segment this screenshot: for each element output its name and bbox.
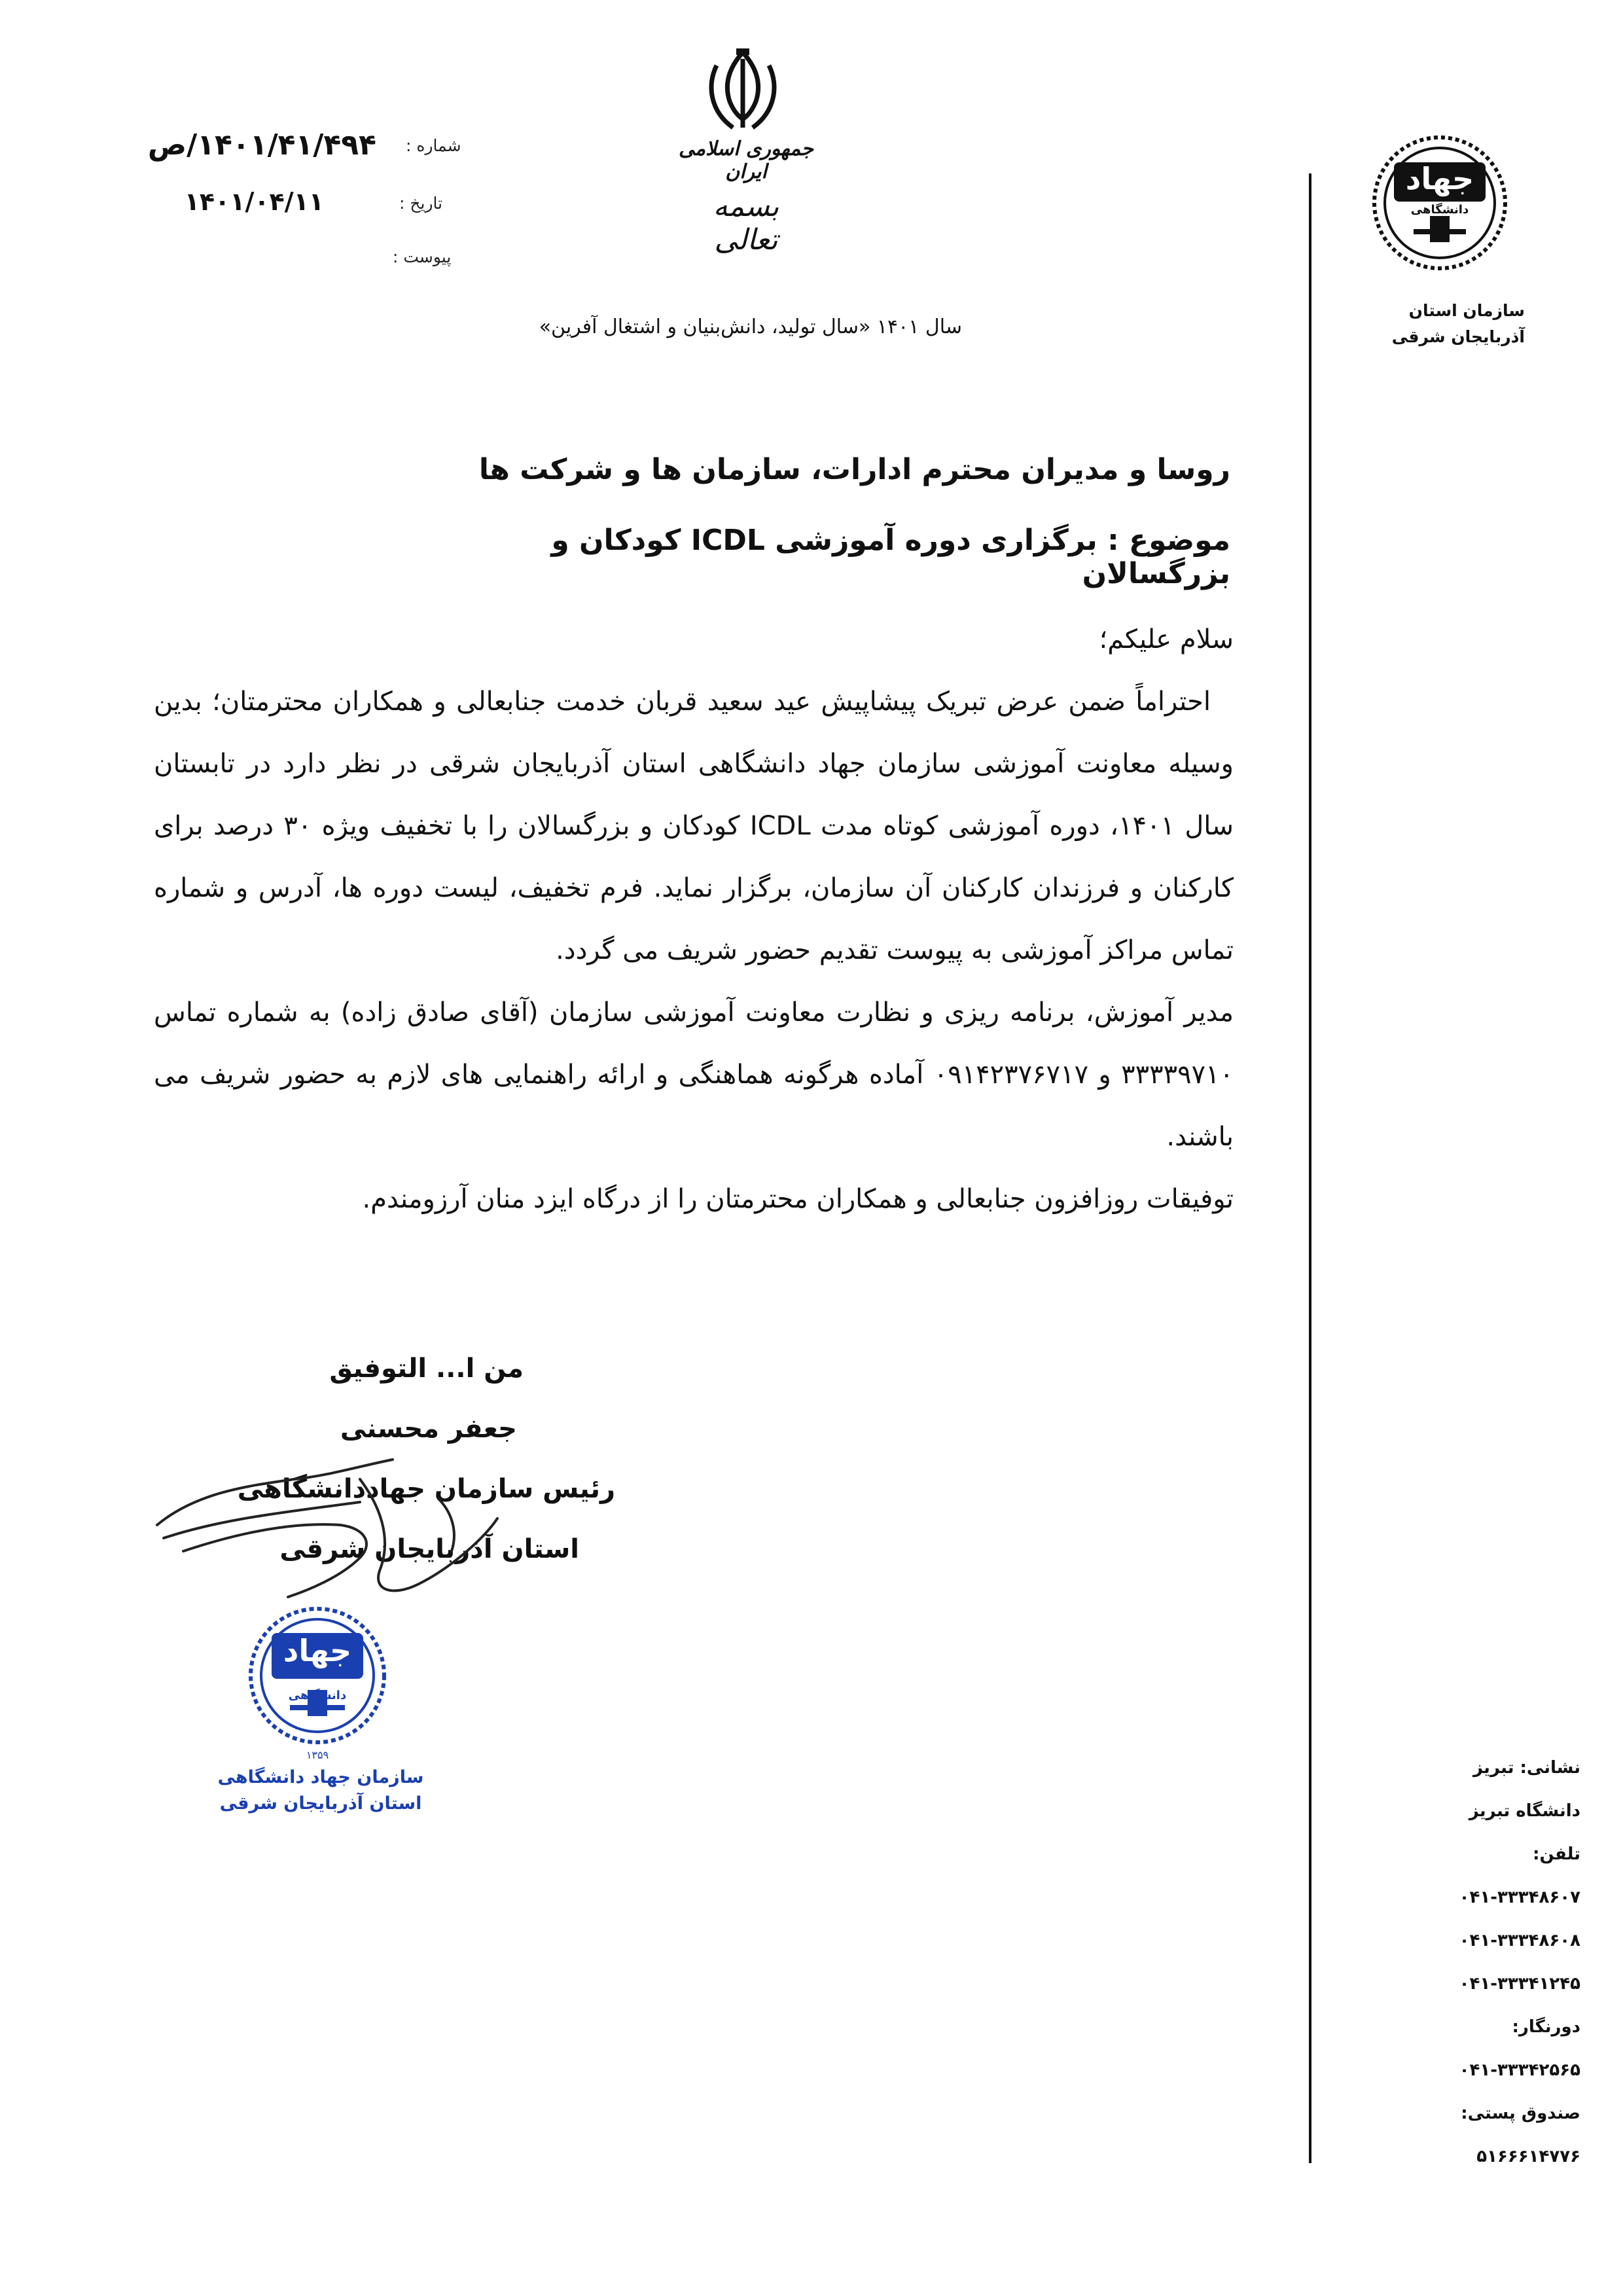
emblem-caption: جمهوری اسلامی ایران [678,137,814,183]
handwritten-signature [144,1440,550,1610]
address-line-2: دانشگاه تبریز [1469,1801,1580,1821]
pobox-number: ۵۱۶۶۶۱۴۷۷۶ [1476,2147,1580,2166]
iran-emblem-icon [697,46,789,137]
sidebar-org-line1: سازمان استان [1408,301,1525,320]
stamp-line-2: استان آذربایجان شرقی [219,1793,422,1814]
paragraph-2: مدیر آموزش، برنامه ریزی و نظارت معاونت آموزشی سازمان (آقای صادق زاده) به شماره تماس ۳۳۳۳۹۷۱۰ و ۰۹۱۴۲۳۷۶۷۱۷ آماده هرگونه هماهنگی و ارائه راهنمایی های لازم به حضور شریف می باشند. [154,997,1234,1152]
letter-body [154,609,1234,1230]
stamp-logo-text: جهاد [283,1633,352,1668]
jahad-logo-subtext: دانشگاهی [1410,203,1469,217]
signatory-title-2: استان آذربایجان شرقی [279,1534,579,1564]
stamp-year: ۱۳۵۹ [306,1749,329,1761]
fax-label: دورنگار: [1512,2017,1580,2037]
stamp-logo-subtext: دانشگاهی [288,1689,347,1702]
sidebar-org-line2: آذربایجان شرقی [1391,327,1525,346]
sidebar-org [1361,298,1525,350]
stamp-line-1: سازمان جهاد دانشگاهی [217,1767,424,1787]
paragraph-1: احتراماً ضمن عرض تبریک پیشاپیش عید سعید قربان خدمت جنابعالی و همکاران محترمتان؛ بدین وسیله معاونت آموزشی سازمان جهاد دانشگاهی استان آذربایجان شرقی در نظر دارد در تابستان سال ۱۴۰۱، دوره آموزشی کوتاه مدت ICDL کودکان و بزرگسالان را با تخفیف ویژه ۳۰ درصد برای کارکنان و فرزندان کارکنان آن سازمان، برگزار نماید. فرم تخفیف، لیست دوره ها، آدرس و شماره تماس مراکز آموزشی به پیوست تقدیم حضور شریف می گردد. [154,687,1234,965]
letter-number: ۱۴۰۱/۴۱/۴۹۴/ص [147,128,376,162]
subject-line: موضوع : برگزاری دوره آموزشی ICDL کودکان و بزرگسالان [551,524,1230,590]
pobox-label: صندوق پستی: [1461,2104,1580,2123]
jahad-stamp-icon [245,1604,389,1748]
year-slogan: سال ۱۴۰۱ «سال تولید، دانش‌بنیان و اشتغال آفرین» [539,315,962,338]
signature-salutation: من ا... التوفیق [329,1354,524,1384]
letter-date: ۱۴۰۱/۰۴/۱۱ [184,187,324,216]
recipient-line: روسا و مدیران محترم ادارات، سازمان ها و شرکت ها [478,453,1230,486]
fax-number: ۰۴۱-۳۳۳۴۲۵۶۵ [1459,2060,1580,2080]
address-label: نشانی: تبریز [1473,1758,1580,1778]
phone-number: ۰۴۱-۳۳۳۴۸۶۰۸ [1459,1931,1580,1950]
greeting: سلام علیکم؛ [1099,624,1234,655]
phone-label: تلفن: [1533,1844,1580,1864]
contact-info [1361,1746,1580,2178]
phone-number: ۰۴۱-۳۳۳۴۸۶۰۷ [1459,1888,1580,1907]
jahad-logo-text: جهاد [1405,161,1474,196]
signatory-title-1: رئیس سازمان جهاددانشگاهی [237,1474,615,1504]
closing-line: توفیقات روزافزون جنابعالی و همکاران محترمتان را از درگاه ایزد منان آرزومندم. [362,1184,1234,1214]
sidebar-divider [1309,173,1311,2163]
phone-number: ۰۴۱-۳۳۳۴۱۲۴۵ [1459,1974,1580,1994]
date-label: تاریخ : [399,194,443,213]
invocation: بسمه تعالی [713,190,779,257]
attachment-label: پیوست : [393,247,452,266]
signatory-name: جعفر محسنی [340,1414,517,1444]
number-label: شماره : [406,136,461,155]
